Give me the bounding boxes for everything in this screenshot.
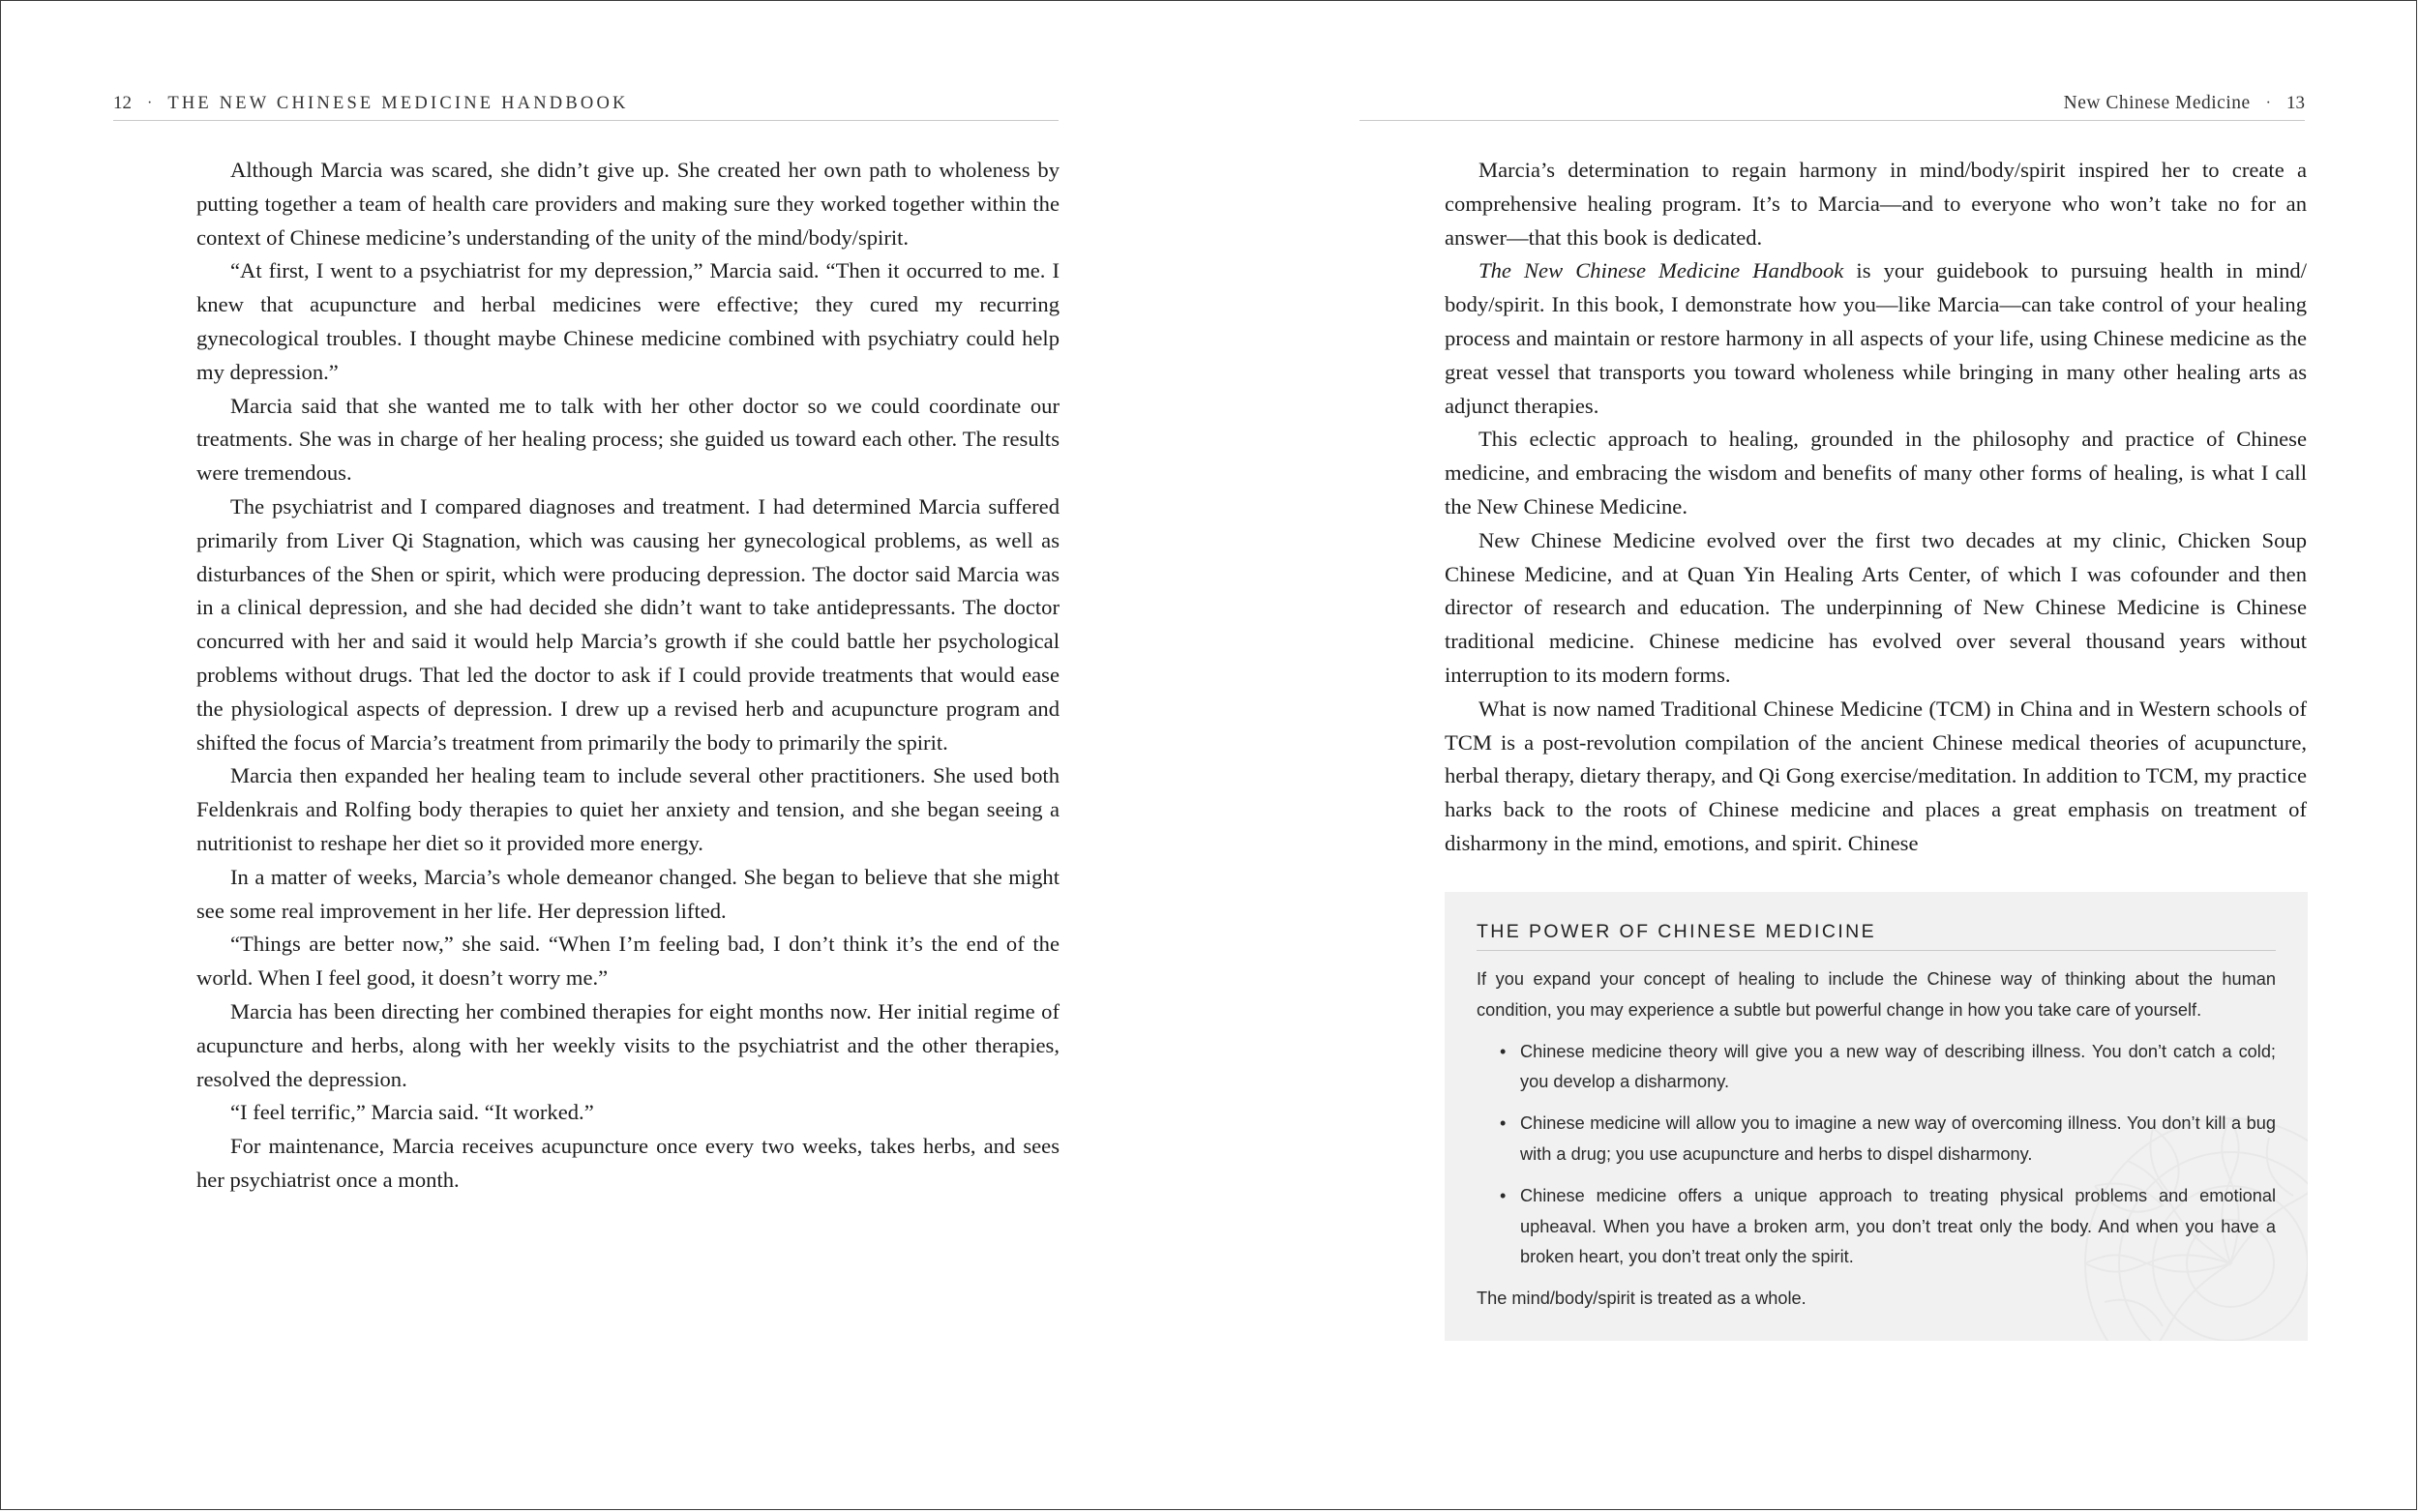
bullet-icon: •: [1500, 1041, 1507, 1061]
sidebar-intro: If you expand your concept of healing to include the Chinese way of thinking about the human condition, you may experience a subtle but powerful change in how you take care of yourself.: [1477, 969, 2276, 1020]
sidebar-body: [1477, 964, 2276, 1315]
right-paragraph-1: Marcia’s determination to regain harmony in mind/body/spirit inspired her to create a comprehensive healing program. It’s to Marcia—and to everyone who won’t take no for an answer—that this book is dedicated.: [1445, 158, 2307, 250]
left-paragraph-5: Marcia then expanded her healing team to include several other practitioners. She used both Feldenkrais and Rolfing body therapies to quiet her anxiety and tension, and she began seeing a nutritionist to reshape her diet so it provided more energy.: [196, 763, 1060, 855]
right-head-separator: ·: [2265, 95, 2271, 111]
book-title: THE NEW CHINESE MEDICINE HANDBOOK: [167, 93, 629, 113]
left-paragraph-8: Marcia has been directing her combined therapies for eight months now. Her initial regime of acupuncture and herbs, along with her weekly visits to the psychiatrist and the other therapies, resolved the depression.: [196, 998, 1060, 1091]
right-paragraph-2-text: is your guidebook to pursuing health in mind/ body/spirit. In this book, I demonstrate how you—like Marcia—can take control of your healing process and maintain or restore harmony in all aspects of your life, using Chinese medicine as the great vessel that transports you toward wholeness while bringing in many other healing arts as adjunct therapies.: [1445, 258, 2307, 418]
sidebar-bullet-item: [1500, 1181, 2276, 1273]
sidebar-closing: The mind/body/spirit is treated as a whole.: [1477, 1289, 1807, 1309]
sidebar-heading: THE POWER OF CHINESE MEDICINE: [1477, 917, 2276, 951]
right-page: [1210, 0, 2419, 1512]
right-running-head: [1359, 87, 2305, 121]
right-body-text: [1445, 154, 2307, 861]
left-paragraph-4: The psychiatrist and I compared diagnoses and treatment. I had determined Marcia suffered primarily from Liver Qi Stagnation, which was causing her gynecological problems, as well as disturbances of the Shen or spirit, which were producing depression. The doctor said Marcia was in a clinical depression, and she had decided she didn’t want to take antidepressants. The doctor concurred with her and said it would help Marcia’s growth if she could battle her psychological problems without drugs. That led the doctor to ask if I could provide treatments that would ease the physiological aspects of depression. I drew up a revised herb and acupuncture program and shifted the focus of Marcia’s treatment from primarily the body to primarily the spirit.: [196, 493, 1060, 755]
left-paragraph-10: For maintenance, Marcia receives acupuncture once every two weeks, takes herbs, and sees her psychiatrist once a month.: [196, 1134, 1060, 1192]
power-of-chinese-medicine-sidebar: [1445, 892, 2308, 1341]
left-paragraph-7: “Things are better now,” she said. “When I’m feeling bad, I don’t think it’s the end of the world. When I feel good, it doesn’t worry me.”: [196, 932, 1060, 991]
left-head-separator: ·: [147, 95, 153, 111]
left-page-number: 12: [113, 93, 132, 113]
chapter-title: New Chinese Medicine: [2063, 93, 2251, 113]
left-running-head: [113, 87, 1059, 121]
sidebar-bullet-list: [1477, 1037, 2276, 1274]
right-page-number: 13: [2286, 93, 2305, 113]
book-title-italic: The New Chinese Medicine Handbook: [1478, 258, 1844, 283]
left-paragraph-9: “I feel terrific,” Marcia said. “It worked.”: [230, 1100, 594, 1125]
sidebar-bullet-item: [1500, 1037, 2276, 1099]
left-paragraph-2: “At first, I went to a psychiatrist for my depression,” Marcia said. “Then it occurred to me. I knew that acupuncture and herbal medicines were effective; they cured my recurring gynecological troubles. I thought maybe Chinese medicine combined with psychiatry could help my depression.”: [196, 258, 1060, 384]
left-paragraph-6: In a matter of weeks, Marcia’s whole demeanor changed. She began to believe that she might see some real improvement in her life. Her depression lifted.: [196, 864, 1060, 923]
left-paragraph-1: Although Marcia was scared, she didn’t give up. She created her own path to wholeness by putting together a team of health care providers and making sure they worked together within the context of Chinese medicine’s understanding of the unity of the mind/body/spirit.: [196, 158, 1060, 250]
sidebar-bullet-text: Chinese medicine will allow you to imagine a new way of overcoming illness. You don’t kill a bug with a drug; you use acupuncture and herbs to dispel disharmony.: [1520, 1113, 2276, 1164]
right-paragraph-2: [1445, 254, 2307, 423]
sidebar-bullet-text: Chinese medicine offers a unique approach to treating physical problems and emotional upheaval. When you have a broken arm, you don’t treat only the body. And when you have a broken heart, you don’t treat only the spirit.: [1520, 1185, 2276, 1267]
left-paragraph-3: Marcia said that she wanted me to talk with her other doctor so we could coordinate our treatments. She was in charge of her healing process; she guided us toward each other. The results were tremendous.: [196, 393, 1060, 486]
right-paragraph-5: What is now named Traditional Chinese Medicine (TCM) in China and in Western schools of TCM is a post-revolution compilation of the ancient Chinese medical theories of acupuncture, herbal therapy, dietary therapy, and Qi Gong exercise/meditation. In addition to TCM, my practice harks back to the roots of Chinese medicine and places a great emphasis on treatment of disharmony in the mind, emotions, and spirit. Chinese: [1445, 696, 2307, 855]
bullet-icon: •: [1500, 1185, 1507, 1205]
right-paragraph-4: New Chinese Medicine evolved over the first two decades at my clinic, Chicken Soup Chinese Medicine, and at Quan Yin Healing Arts Center, of which I was cofounder and then director of research and education. The underpinning of New Chinese Medicine is Chinese traditional medicine. Chinese medicine has evolved over several thousand years without interruption to its modern forms.: [1445, 527, 2307, 687]
right-paragraph-3: This eclectic approach to healing, grounded in the philosophy and practice of Chinese medicine, and embracing the wisdom and benefits of many other forms of healing, is what I call the New Chinese Medicine.: [1445, 427, 2307, 519]
sidebar-bullet-text: Chinese medicine theory will give you a new way of describing illness. You don’t catch a cold; you develop a disharmony.: [1520, 1041, 2276, 1092]
bullet-icon: •: [1500, 1113, 1507, 1134]
left-body-text: [196, 154, 1060, 1198]
sidebar-bullet-item: [1500, 1109, 2276, 1171]
